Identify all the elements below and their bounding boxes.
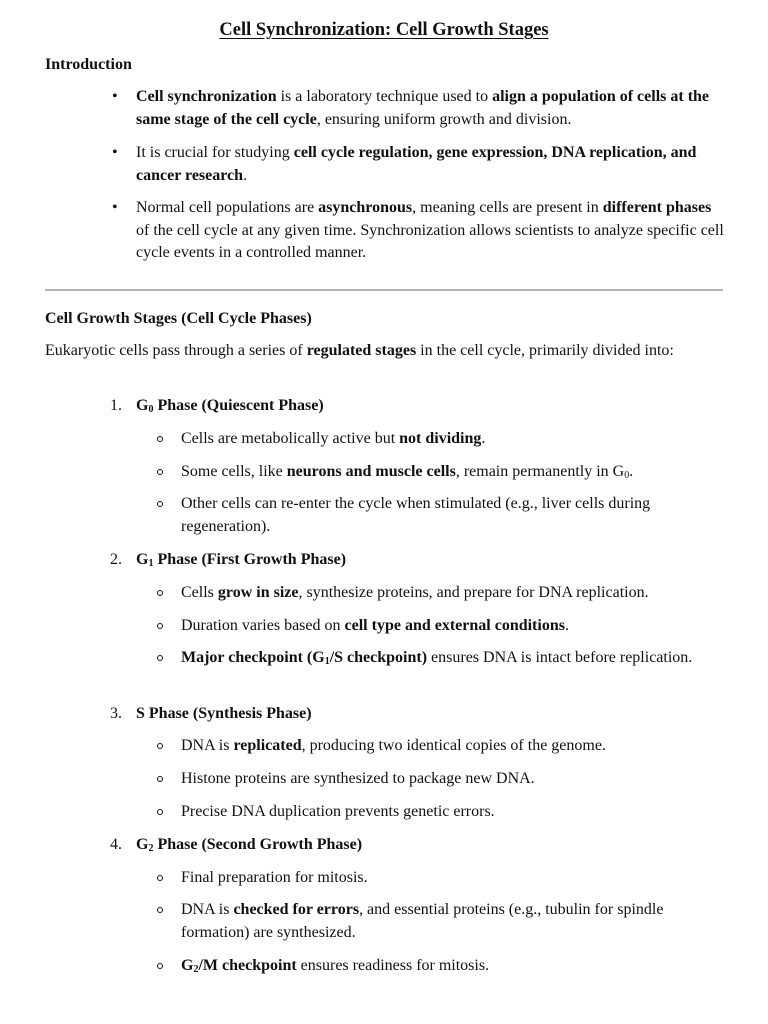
circle-bullet-icon <box>157 590 163 596</box>
phase-g2-item-2: DNA is checked for errors, and essential proteins (e.g., tubulin for spindle formation) are synthesized. <box>181 899 721 944</box>
circle-bullet-icon <box>157 436 163 442</box>
introduction-heading: Introduction <box>45 56 132 73</box>
phase-g1-item-3: Major checkpoint ($G_1/S$ checkpoint) ensures DNA is intact before replication. <box>181 647 721 672</box>
bullet-dot-icon: • <box>112 144 118 161</box>
circle-bullet-icon <box>157 907 163 913</box>
circle-bullet-icon <box>157 809 163 815</box>
circle-bullet-icon <box>157 469 163 475</box>
circle-bullet-icon <box>157 776 163 782</box>
document-page: Cell Synchronization: Cell Growth Stages Introduction • Cell synchronization is a laboratory technique used to align a population of cells at the same stage of the cell cycle, ensuring uniform growth and division. • It is crucial for studying cell cycle regulation, gene expression, DNA replication, and cancer research. • Normal cell populations are asynchronous, meaning cells are present in different phases of the cell cycle at any given time. Synchronization allows scientists to analyze specific cell cycle events in a controlled manner. Cell Growth Stages (Cell Cycle Phases) Eukaryotic cells pass through a series of regulated stages in the cell cycle, primarily divided into: 1. $G_0$ Phase (Quiescent Phase) Cells are metabolically active but not dividing. Some cells, like neurons and muscle cells, remain permanently in $G_0$. Other cells can re-enter the cycle when stimulated (e.g., liver cells during regeneration). 2. $G_1$ Phase (First Growth Phase) Cells grow in size, synthesize proteins, and prepare for DNA replication. Duration varies based on cell type and external conditions. Major checkpoint ($G_1/S$ checkpoint) ensures DNA is intact before replication. 3. S Phase (Synthesis Phase) DNA is replicated, producing two identical copies of the genome. Histone proteins are synthesized to package new DNA. Precise DNA duplication prevents genetic errors. 4. $G_2$ Phase (Second Growth Phase) Final preparation for mitosis. DNA is checked for errors, and essential proteins (e.g., tubulin for spindle formation) are synthesized. $G_2/M$ checkpoint ensures readiness for mitosis. <box>0 0 768 1024</box>
intro-bullet-1: • Cell synchronization is a laboratory technique used to align a population of cells at the same stage of the cell cycle, ensuring uniform growth and division. <box>112 88 710 128</box>
intro-bullet-2: • It is crucial for studying cell cycle regulation, gene expression, DNA replication, and cancer research. <box>112 144 697 184</box>
circle-bullet-icon <box>157 501 163 507</box>
document-title: Cell Synchronization: Cell Growth Stages <box>219 20 549 40</box>
stages-heading: Cell Growth Stages (Cell Cycle Phases) <box>45 310 312 327</box>
circle-bullet-icon <box>157 875 163 881</box>
circle-bullet-icon <box>157 655 163 661</box>
stages-lead-paragraph: Eukaryotic cells pass through a series of regulated stages in the cell cycle, primarily divided into: <box>45 342 674 359</box>
circle-bullet-icon <box>157 623 163 629</box>
section-divider <box>45 289 723 291</box>
circle-bullet-icon <box>157 743 163 749</box>
phase-g1-item-2: Duration varies based on cell type and external conditions. <box>181 615 721 638</box>
phase-g0-item-1: Cells are metabolically active but not dividing. <box>181 428 721 451</box>
bullet-dot-icon: • <box>112 88 118 105</box>
phase-g0-item-2: Some cells, like neurons and muscle cells, remain permanently in $G_0$. <box>181 461 721 486</box>
bullet-dot-icon: • <box>112 199 118 216</box>
phase-s-item-2: Histone proteins are synthesized to package new DNA. <box>181 768 721 791</box>
phase-s-item-3: Precise DNA duplication prevents genetic errors. <box>181 801 721 824</box>
intro-bullet-3: • Normal cell populations are asynchronous, meaning cells are present in different phases of the cell cycle at any given time. Synchronization allows scientists to analyze specific cell cycle events in a controlled manner. <box>112 199 724 261</box>
phase-s-item-1: DNA is replicated, producing two identical copies of the genome. <box>181 735 721 758</box>
phase-g2-item-1: Final preparation for mitosis. <box>181 867 721 890</box>
phase-g1-item-1: Cells grow in size, synthesize proteins, and prepare for DNA replication. <box>181 582 721 605</box>
circle-bullet-icon <box>157 963 163 969</box>
phase-g0-item-3: Other cells can re-enter the cycle when stimulated (e.g., liver cells during regeneration). <box>181 493 721 538</box>
phase-g2-item-3: $G_2/M$ checkpoint ensures readiness for mitosis. <box>181 955 721 980</box>
